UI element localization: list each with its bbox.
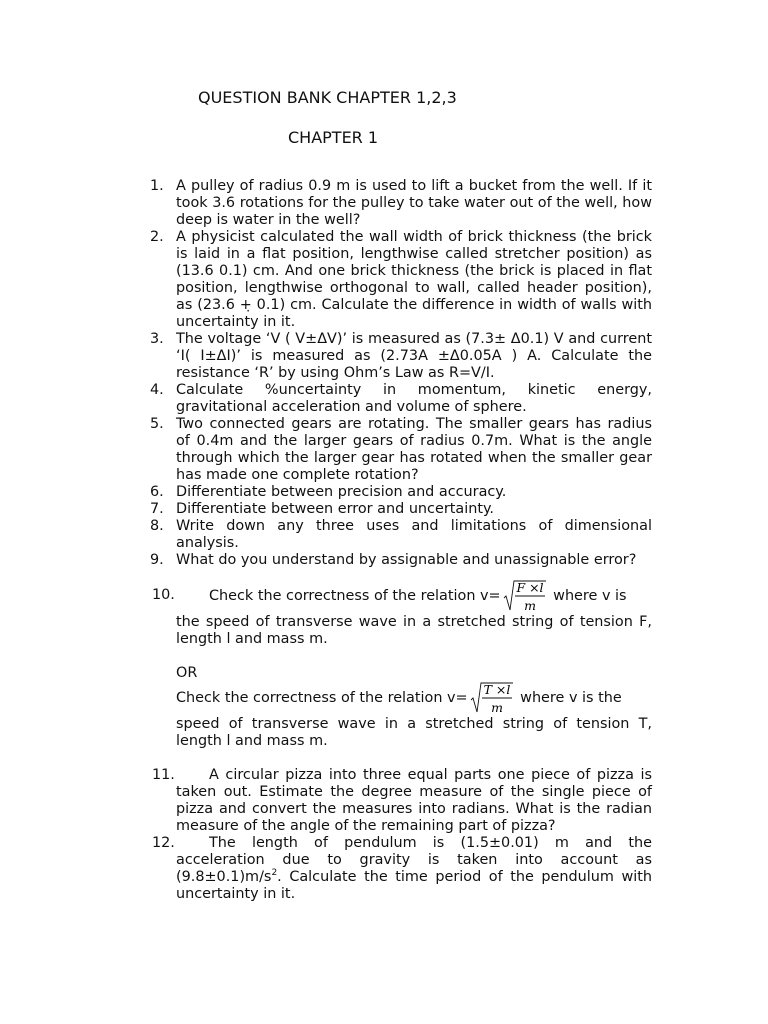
chapter-heading: CHAPTER 1 <box>288 128 379 147</box>
question-text: where v is <box>548 588 627 604</box>
question-number: 2. <box>150 229 164 245</box>
formula-sqrt <box>503 579 547 613</box>
question-item <box>150 579 652 750</box>
formula-denominator: m <box>523 598 536 613</box>
question-formula-line <box>176 681 652 715</box>
question-text: where v is the <box>515 690 622 706</box>
question-number: 11. <box>152 767 175 783</box>
question-number: 12. <box>152 835 175 851</box>
question-number: 8. <box>150 518 164 534</box>
question-text: Differentiate between precision and accuracy. <box>176 484 507 500</box>
question-text <box>176 835 652 903</box>
question-text: A physicist calculated the wall width of brick thickness (the brick is laid in a flat position, lengthwise called stretcher position) as (13.6 0.1) cm. And one brick thickness (the brick is placed in flat position, lengthwise orthogonal to wall, called header position), as (23.6 +̣ 0.1) cm. Calculate the difference in width of walls with uncertainty in it. <box>176 229 652 330</box>
formula-sqrt <box>470 681 514 715</box>
question-number: 9. <box>150 552 164 568</box>
question-formula-line <box>176 579 652 613</box>
page-title: QUESTION BANK CHAPTER 1,2,3 <box>198 88 457 107</box>
question-item <box>150 382 652 416</box>
question-item <box>150 835 652 903</box>
question-text: Calculate %uncertainty in momentum, kinetic energy, gravitational acceleration and volume of sphere. <box>176 382 652 415</box>
question-number: 6. <box>150 484 164 500</box>
superscript: 2 <box>271 868 278 879</box>
question-number: 7. <box>150 501 164 517</box>
question-item <box>150 229 652 331</box>
question-number: 10. <box>152 587 175 603</box>
question-text: The voltage ‘V ( V±ΔV)’ is measured as (7.3± Δ0.1) V and current ‘I( I±ΔI)’ is measured as (2.73A ±Δ0.05A ) A. Calculate the resistance ‘R’ by using Ohm’s Law as R=V/I. <box>176 331 652 381</box>
question-number: 5. <box>150 416 164 432</box>
question-item <box>150 178 652 229</box>
question-text: Check the correctness of the relation v= <box>209 588 501 604</box>
formula-denominator: m <box>490 700 503 715</box>
question-item <box>150 501 652 518</box>
question-item <box>150 552 652 569</box>
question-list <box>150 178 652 903</box>
question-item <box>150 484 652 501</box>
question-text: speed of transverse wave in a stretched string of tension T, length l and mass m. <box>176 716 652 749</box>
question-text: What do you understand by assignable and unassignable error? <box>176 552 637 568</box>
or-label: OR <box>176 665 198 681</box>
question-text: Write down any three uses and limitations of dimensional analysis. <box>176 518 652 551</box>
question-text-part: The length of pendulum is (1.5±0.01) m and the acceleration due to gravity is taken into account as (9.8±0.1)m/s <box>176 835 652 885</box>
question-text: Two connected gears are rotating. The smaller gears has radius of 0.4m and the larger gears of radius 0.7m. What is the angle through which the larger gear has rotated when the smaller gear has made one complete rotation? <box>176 416 652 483</box>
question-text: Check the correctness of the relation v= <box>176 690 468 706</box>
question-number: 1. <box>150 178 164 194</box>
question-text: Differentiate between error and uncertainty. <box>176 501 494 517</box>
question-item <box>150 416 652 484</box>
question-text: A circular pizza into three equal parts one piece of pizza is taken out. Estimate the degree measure of the single piece of pizza and convert the measures into radians. What is the radian measure of the angle of the remaining part of pizza? <box>176 767 652 834</box>
question-item <box>150 331 652 382</box>
question-text-part: . Calculate the time period of the pendulum with uncertainty in it. <box>176 869 652 902</box>
question-text: A pulley of radius 0.9 m is used to lift a bucket from the well. If it took 3.6 rotations for the pulley to take water out of the well, how deep is water in the well? <box>176 178 652 228</box>
question-number: 3. <box>150 331 164 347</box>
formula-numerator: F ×l <box>516 580 544 595</box>
question-item <box>150 767 652 835</box>
question-text: the speed of transverse wave in a stretched string of tension F, length l and mass m. <box>176 614 652 647</box>
formula-numerator: T ×l <box>483 682 510 697</box>
question-number: 4. <box>150 382 164 398</box>
question-item <box>150 518 652 552</box>
